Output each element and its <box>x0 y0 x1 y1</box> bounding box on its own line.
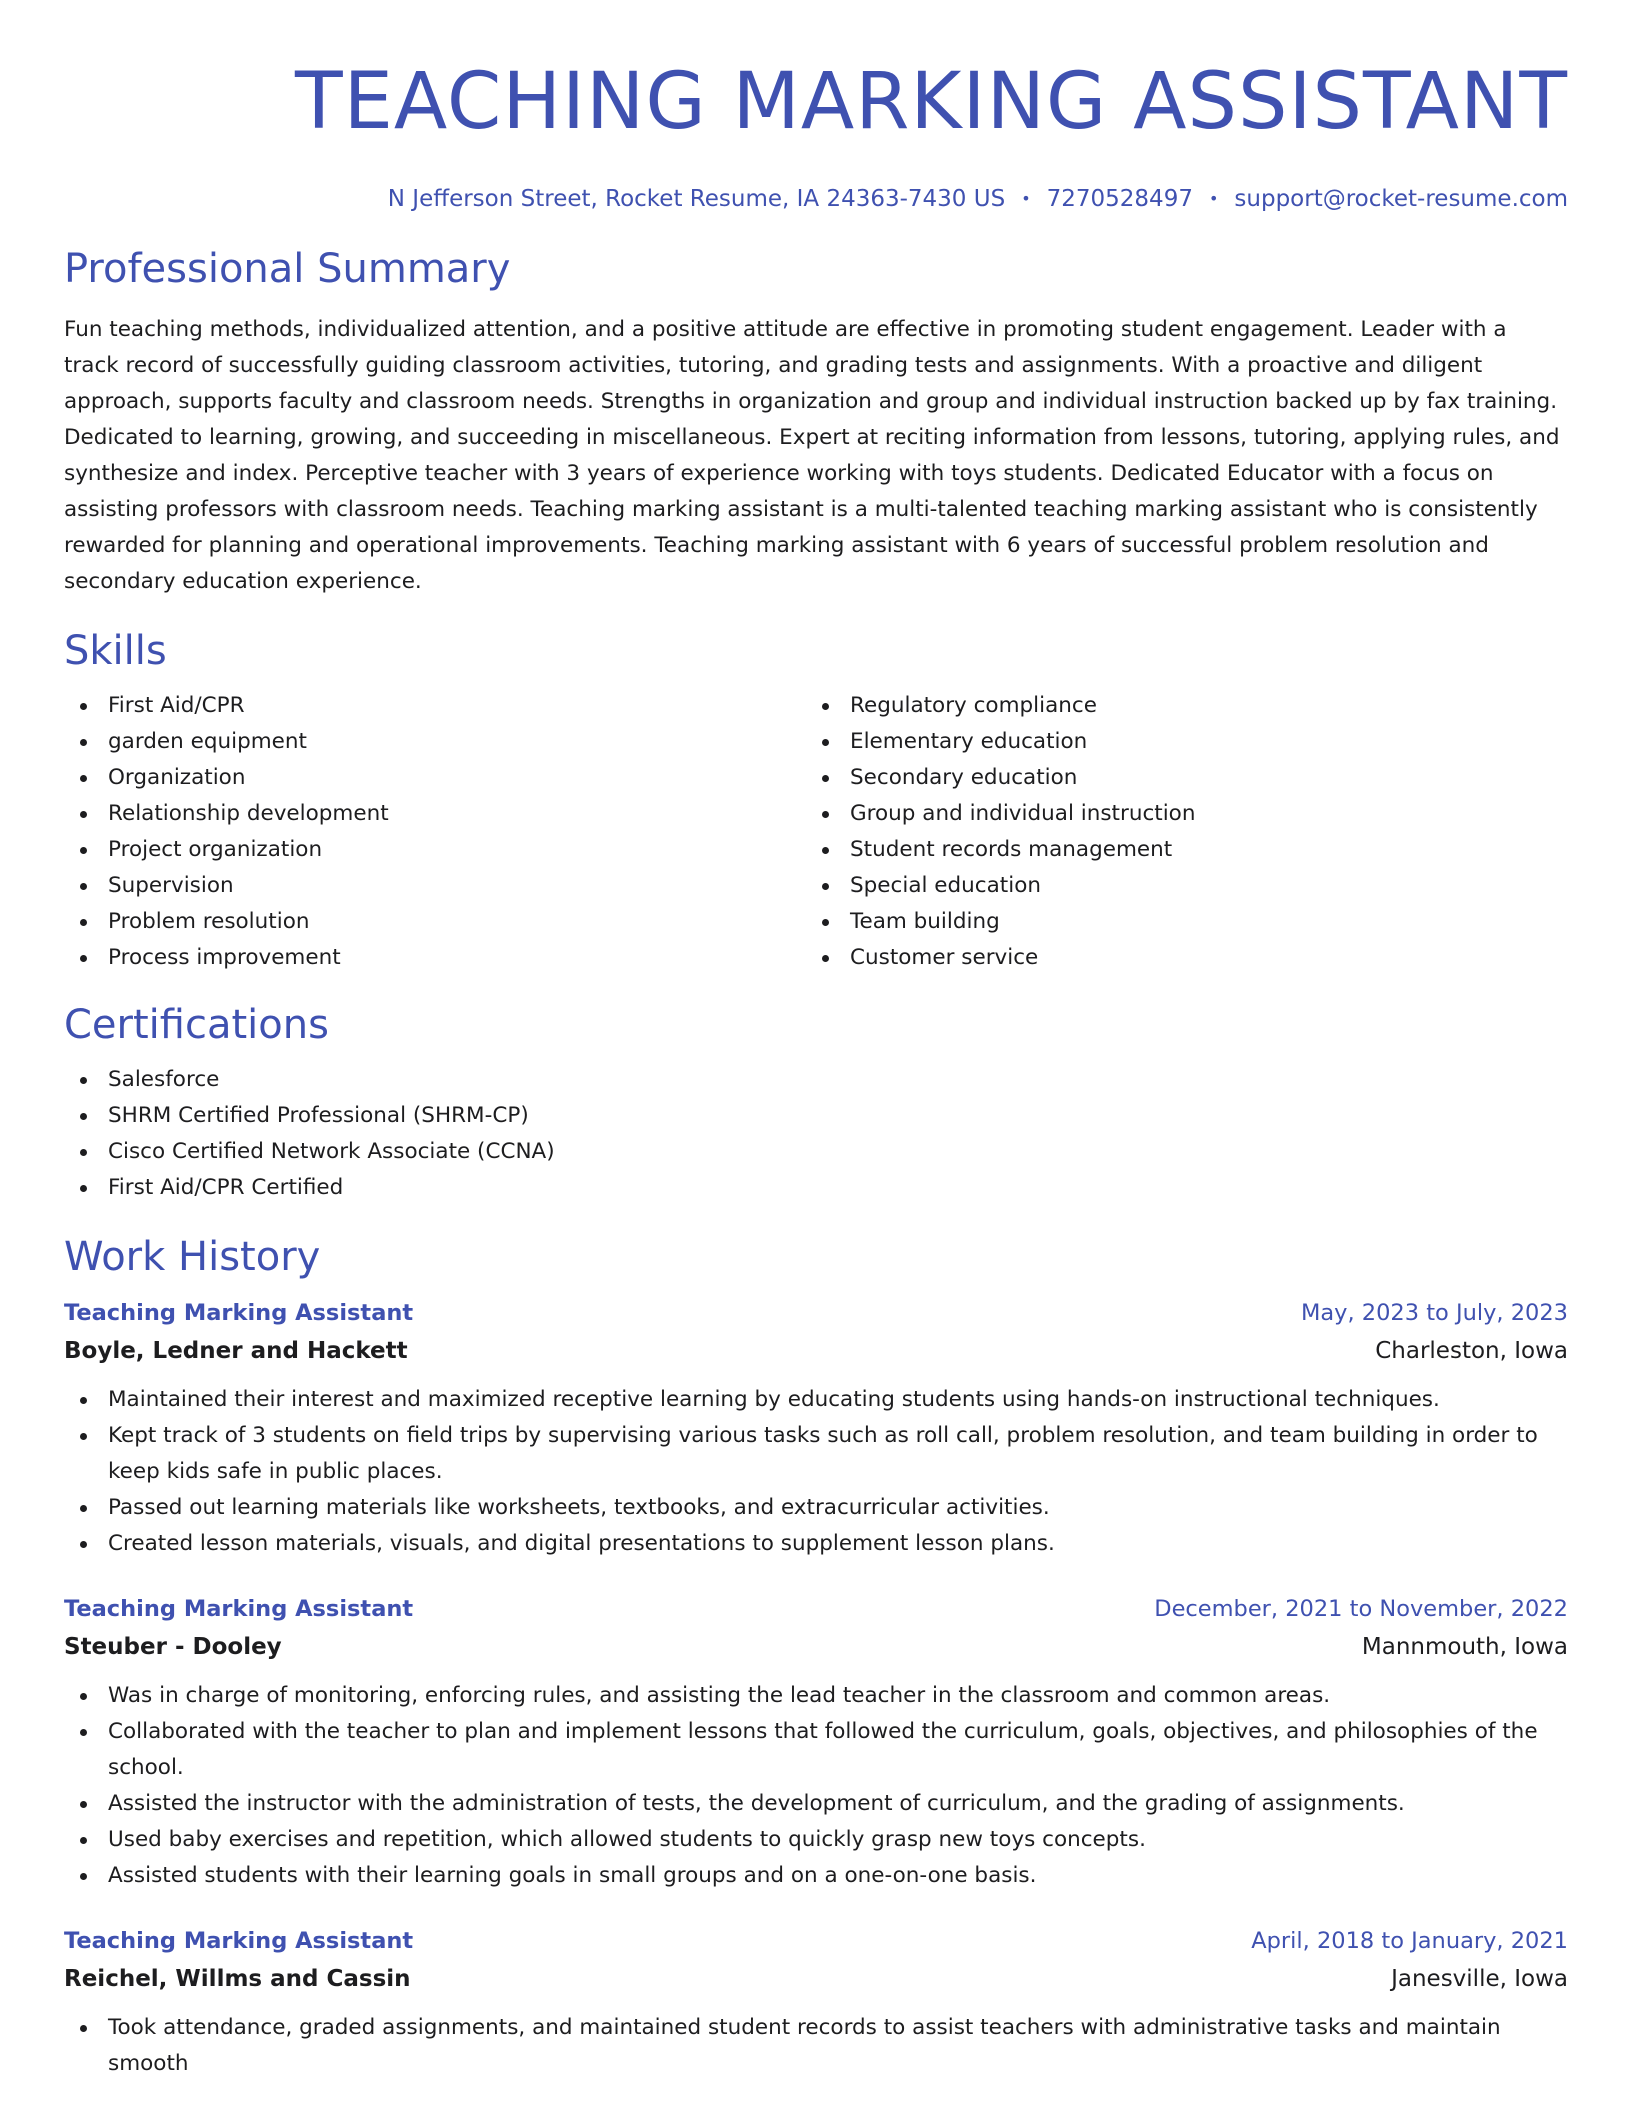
skill-item: Organization <box>64 760 806 796</box>
job-duties-list <box>64 1382 1568 1562</box>
work-history-section <box>64 1230 1568 2082</box>
contact-phone: 7270528497 <box>1046 186 1193 212</box>
certification-item: First Aid/CPR Certified <box>64 1170 1568 1206</box>
resume-page <box>64 0 1568 2110</box>
skill-item: Project organization <box>64 832 806 868</box>
job-dates: May, 2023 to July, 2023 <box>1300 1300 1568 1326</box>
job-title: Teaching Marking Assistant <box>64 1928 414 1954</box>
job-title: Teaching Marking Assistant <box>64 1596 414 1622</box>
job-duty-item: Maintained their interest and maximized receptive learning by educating students using hands-on instructional techniques. <box>64 1382 1568 1418</box>
job-dates: April, 2018 to January, 2021 <box>1251 1928 1568 1954</box>
job-subheader <box>64 1628 1568 1666</box>
skill-item: garden equipment <box>64 724 806 760</box>
job-header <box>64 1294 1568 1332</box>
certifications-list <box>64 1062 1568 1206</box>
certification-item: SHRM Certified Professional (SHRM-CP) <box>64 1098 1568 1134</box>
skill-item: Regulatory compliance <box>806 688 1548 724</box>
job-duties-list <box>64 1678 1568 1894</box>
skill-item: Group and individual instruction <box>806 796 1548 832</box>
skills-section <box>64 624 1568 976</box>
job-duty-item: Took attendance, graded assignments, and maintained student records to assist teachers with administrative tasks and maintain smooth <box>64 2010 1568 2082</box>
job-list <box>64 1294 1568 2082</box>
job-entry <box>64 1590 1568 1894</box>
job-title: Teaching Marking Assistant <box>64 1300 414 1326</box>
skills-right-column <box>806 688 1548 976</box>
job-duty-item: Assisted the instructor with the administration of tests, the development of curriculum, and the grading of assignments. <box>64 1786 1568 1822</box>
job-duty-item: Passed out learning materials like worksheets, textbooks, and extracurricular activities. <box>64 1490 1568 1526</box>
summary-section <box>64 242 1568 600</box>
job-dates: December, 2021 to November, 2022 <box>1154 1596 1568 1622</box>
work-history-title: Work History <box>64 1234 321 1280</box>
job-duty-item: Used baby exercises and repetition, which allowed students to quickly grasp new toys concepts. <box>64 1822 1568 1858</box>
job-duty-item: Assisted students with their learning goals in small groups and on a one-on-one basis. <box>64 1858 1568 1894</box>
skill-item: Special education <box>806 868 1548 904</box>
job-location: Charleston, Iowa <box>1375 1338 1568 1364</box>
job-location: Mannmouth, Iowa <box>1361 1634 1568 1660</box>
contact-address: N Jefferson Street, Rocket Resume, IA 24363-7430 US <box>387 186 1006 212</box>
skill-item: First Aid/CPR <box>64 688 806 724</box>
job-duty-item: Collaborated with the teacher to plan and implement lessons that followed the curriculum, goals, objectives, and philosophies of the school. <box>64 1714 1568 1786</box>
skill-item: Elementary education <box>806 724 1548 760</box>
resume-header <box>64 0 1568 216</box>
certifications-section <box>64 998 1568 1206</box>
job-duty-item: Created lesson materials, visuals, and digital presentations to supplement lesson plans. <box>64 1526 1568 1562</box>
skills-left-column <box>64 688 806 976</box>
job-subheader <box>64 1960 1568 1998</box>
job-company: Reichel, Willms and Cassin <box>64 1966 411 1992</box>
summary-text: Fun teaching methods, individualized attention, and a positive attitude are effective in promoting student engagement. Leader with a track record of successfully guiding classroom activities, tutoring, and grading tests and assignments. With a proactive and diligent approach, supports faculty and classroom needs. Strengths in organization and group and individual instruction backed up by fax training. Dedicated to learning, growing, and succeeding in miscellaneous. Expert at reciting information from lessons, tutoring, applying rules, and synthesize and index. Perceptive teacher with 3 years of experience working with toys students. Dedicated Educator with a focus on assisting professors with classroom needs. Teaching marking assistant is a multi-talented teaching marking assistant who is consistently rewarded for planning and operational improvements. Teaching marking assistant with 6 years of successful problem resolution and secondary education experience. <box>64 317 1560 594</box>
job-company: Steuber - Dooley <box>64 1634 282 1660</box>
skill-item: Relationship development <box>64 796 806 832</box>
job-entry <box>64 1294 1568 1562</box>
job-duties-list <box>64 2010 1568 2082</box>
contact-separator: • <box>1208 189 1219 208</box>
contact-separator: • <box>1021 189 1031 208</box>
job-header <box>64 1922 1568 1960</box>
skills-grid <box>64 688 1568 976</box>
certification-item: Salesforce <box>64 1062 1568 1098</box>
job-company: Boyle, Ledner and Hackett <box>64 1338 408 1364</box>
skill-item: Secondary education <box>806 760 1548 796</box>
job-duty-item: Kept track of 3 students on field trips by supervising various tasks such as roll call, problem resolution, and team building in order to keep kids safe in public places. <box>64 1418 1568 1490</box>
skill-item: Process improvement <box>64 940 806 976</box>
summary-title: Professional Summary <box>64 246 511 292</box>
skill-item: Customer service <box>806 940 1548 976</box>
job-header <box>64 1590 1568 1628</box>
certifications-title: Certifications <box>64 1002 329 1048</box>
skill-item: Student records management <box>806 832 1548 868</box>
skill-item: Team building <box>806 904 1548 940</box>
job-location: Janesville, Iowa <box>1391 1966 1568 1992</box>
job-duty-item: Was in charge of monitoring, enforcing rules, and assisting the lead teacher in the classroom and common areas. <box>64 1678 1568 1714</box>
certification-item: Cisco Certified Network Associate (CCNA) <box>64 1134 1568 1170</box>
skill-item: Supervision <box>64 868 806 904</box>
contact-line <box>64 182 1568 216</box>
job-subheader <box>64 1332 1568 1370</box>
contact-email[interactable]: support@rocket-resume.com <box>1234 186 1568 212</box>
job-entry <box>64 1922 1568 2082</box>
skill-item: Problem resolution <box>64 904 806 940</box>
skills-title: Skills <box>64 628 167 674</box>
candidate-name: TEACHING MARKING ASSISTANT <box>294 57 1568 147</box>
